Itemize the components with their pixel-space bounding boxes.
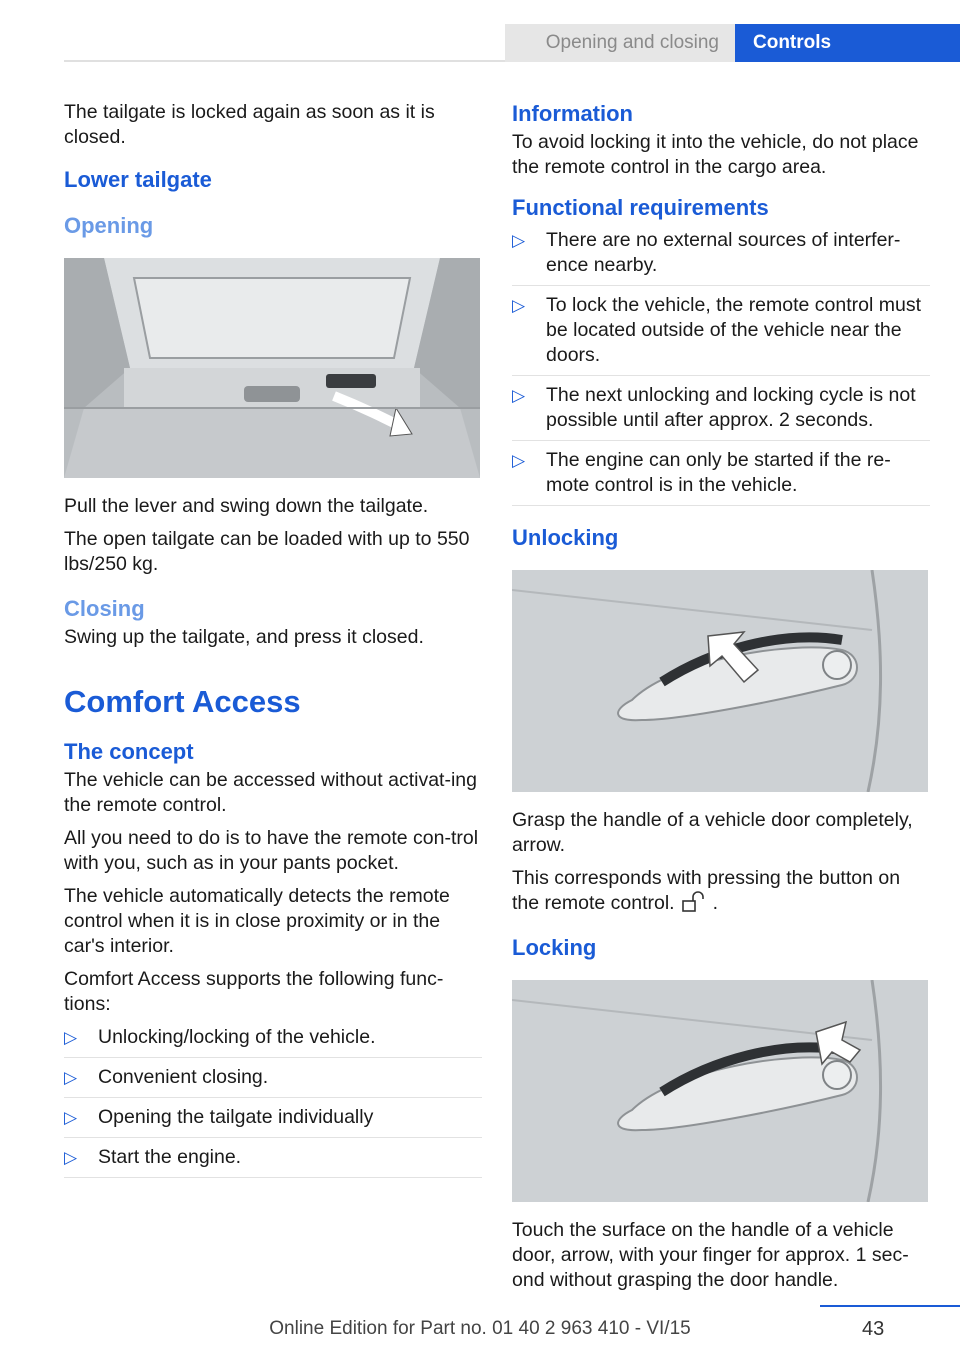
bullet-triangle-icon: ▷ [64,1148,78,1167]
heading-closing: Closing [64,596,145,621]
door-handle-locking-figure [512,980,928,1202]
paragraph: The tailgate is locked again as soon as it is closed. [64,101,435,148]
heading-functional-requirements: Functional requirements [512,195,769,220]
paragraph: Touch the surface on the handle of a vehicle door, arrow, with your finger for approx. 1 sec‐ond without grasping the door handle. [512,1219,909,1291]
list-item: ▷ To lock the vehicle, the remote control must be located outside of the vehicle near the doors. [512,293,930,376]
paragraph: The vehicle automatically detects the remote control when it is in close proximity or in the car's interior. [64,885,450,957]
paragraph: This corresponds with pressing the button on the remote control. . [512,867,901,914]
paragraph: Grasp the handle of a vehicle door completely, arrow. [512,809,913,856]
bullet-triangle-icon: ▷ [512,296,526,315]
paragraph: The open tailgate can be loaded with up to 550 lbs/250 kg. [64,528,470,575]
page-header [0,24,960,62]
bullet-triangle-icon: ▷ [64,1108,78,1127]
list-item: ▷ Start the engine. [64,1145,482,1178]
paragraph: To avoid locking it into the vehicle, do not place the remote control in the cargo area. [512,131,919,178]
functions-list [64,1025,482,1178]
heading-unlocking: Unlocking [512,525,619,550]
bullet-triangle-icon: ▷ [512,451,526,470]
heading-comfort-access: Comfort Access [64,684,301,719]
header-chapter: Controls [735,24,960,62]
paragraph: The vehicle can be accessed without activat‐ing the remote control. [64,769,477,816]
list-item: ▷ There are no external sources of interfer‐ence nearby. [512,228,930,286]
heading-lower-tailgate: Lower tailgate [64,167,212,192]
right-column [512,100,930,1301]
list-item: ▷ The next unlocking and locking cycle is not possible until after approx. 2 seconds. [512,383,930,441]
paragraph: Comfort Access supports the following func‐tions: [64,968,444,1015]
list-item: ▷ Unlocking/locking of the vehicle. [64,1025,482,1058]
bullet-triangle-icon: ▷ [64,1068,78,1087]
cargo-area-figure [64,258,480,478]
paragraph: All you need to do is to have the remote con‐trol with you, such as in your pants pocket. [64,827,479,874]
page-number: 43 [862,1318,885,1340]
door-handle-unlocking-figure [512,570,928,792]
paragraph: Pull the lever and swing down the tailgate. [64,495,429,517]
left-column [64,100,482,1186]
bullet-triangle-icon: ▷ [512,386,526,405]
heading-concept: The concept [64,739,194,764]
footer-rule [820,1305,960,1307]
heading-opening: Opening [64,213,154,238]
list-item: ▷ Opening the tailgate individually [64,1105,482,1138]
header-section: Opening and closing [505,24,735,62]
list-item: ▷ The engine can only be started if the re‐mote control is in the vehicle. [512,448,930,506]
footer-edition: Online Edition for Part no. 01 40 2 963 410 - VI/15 [269,1318,691,1339]
requirements-list [512,228,930,506]
bullet-triangle-icon: ▷ [512,231,526,250]
bullet-triangle-icon: ▷ [64,1028,78,1047]
paragraph: Swing up the tailgate, and press it closed. [64,626,424,648]
header-rule [64,60,505,62]
heading-locking: Locking [512,935,597,960]
unlock-icon [681,891,707,913]
list-item: ▷ Convenient closing. [64,1065,482,1098]
heading-information: Information [512,101,633,126]
